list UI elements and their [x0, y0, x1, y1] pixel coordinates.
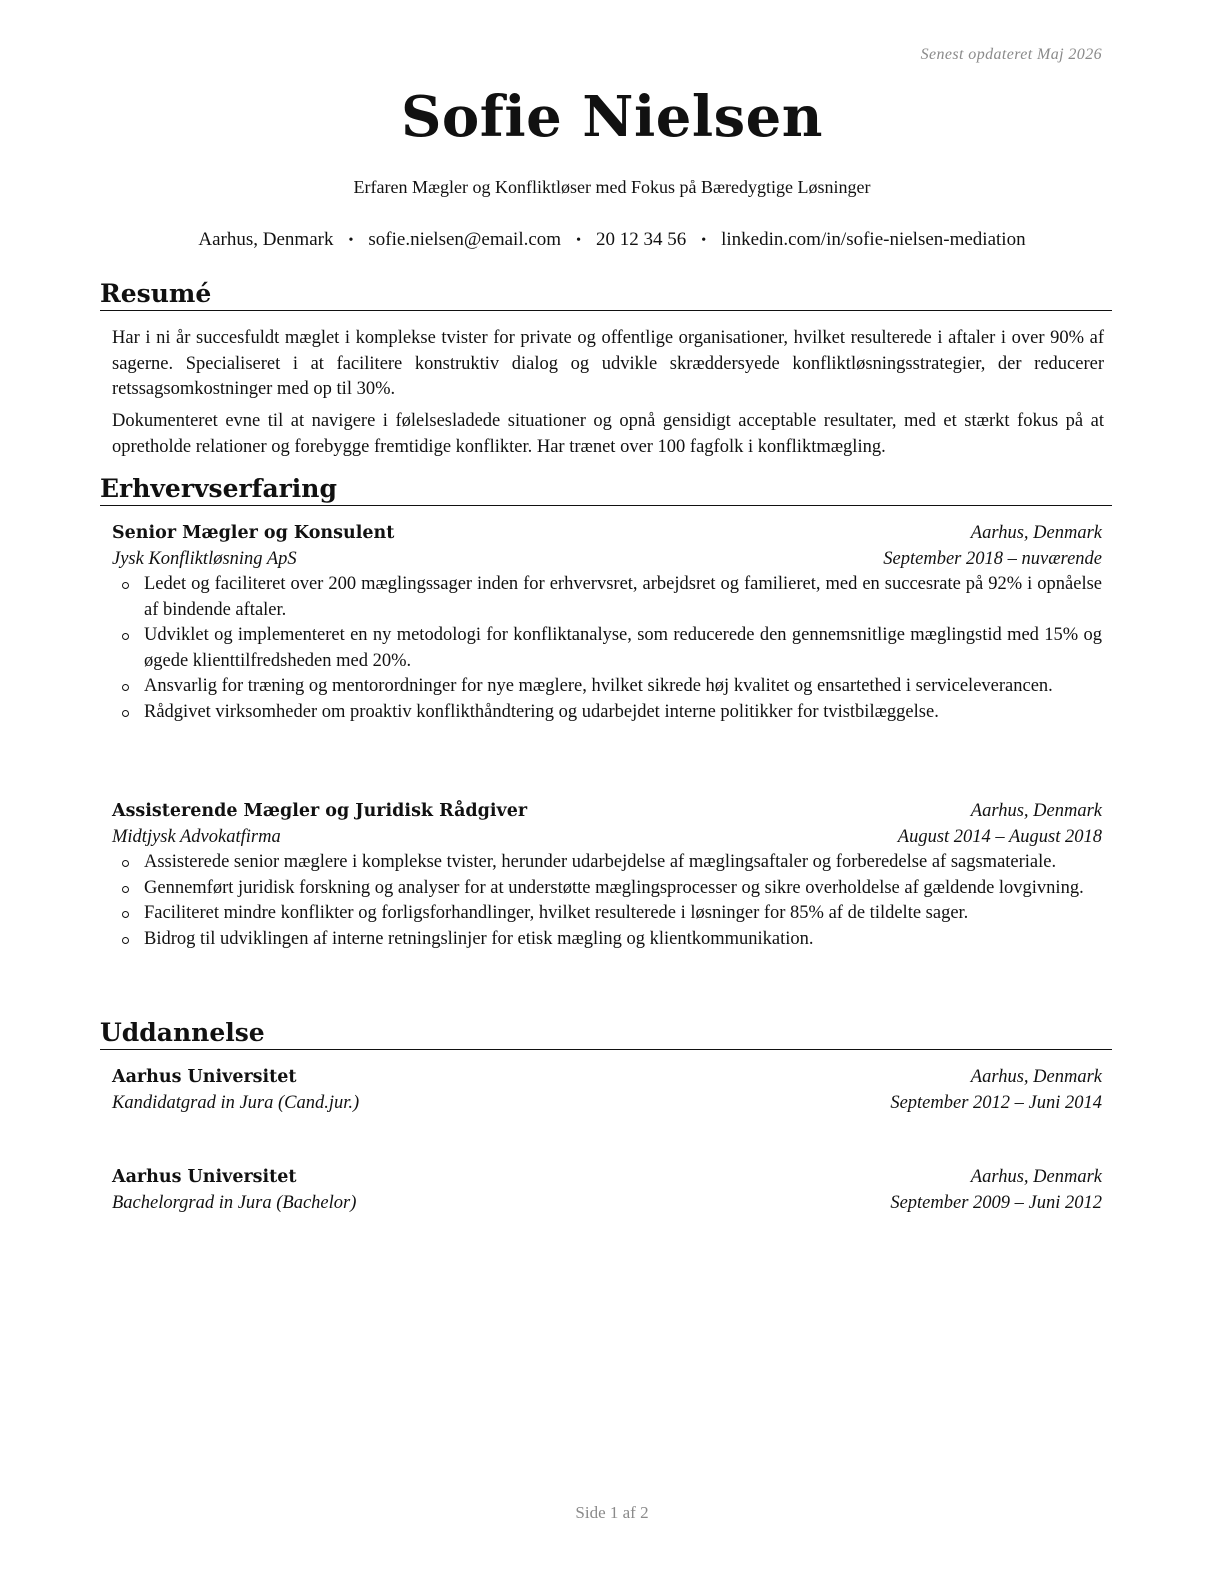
section-title-education: Uddannelse	[100, 1018, 1112, 1050]
job-role: Assisterende Mægler og Juridisk Rådgiver	[112, 801, 528, 821]
job-bullet: Faciliteret mindre konflikter og forligsforhandlinger, hvilket resulterede i løsninger for 85% af de tildelte sager.	[112, 901, 1102, 927]
job-bullet: Ledet og faciliteret over 200 mæglingssager inden for erhvervsret, arbejdsret og familieret, med en succesrate på 92% i opnåelse af bindende aftaler.	[112, 572, 1102, 623]
bullet-separator: •	[701, 233, 707, 248]
school-name: Aarhus Universitet	[112, 1067, 297, 1087]
last-updated-note: Senest opdateret Maj 2026	[920, 46, 1102, 63]
job-dates: September 2018 – nuværende	[883, 548, 1102, 569]
candidate-name: Sofie Nielsen	[400, 84, 823, 150]
degree-name: Bachelorgrad in Jura (Bachelor)	[112, 1192, 357, 1213]
bullet-separator: •	[348, 233, 354, 248]
headline: Erfaren Mægler og Konfliktløser med Fokus på Bæredygtige Løsninger	[353, 177, 871, 197]
bullet-separator: •	[576, 233, 581, 248]
job-entry	[112, 521, 1102, 725]
job-bullet: Rådgivet virksomheder om proaktiv konflikthåndtering og udarbejdet interne politikker for tvistbilæggelse.	[112, 700, 1102, 726]
section-title-summary: Resumé	[100, 279, 1112, 311]
contact-location: Aarhus, Denmark	[198, 229, 334, 250]
education-entry	[112, 1065, 1102, 1116]
job-bullet: Bidrog til udviklingen af interne retningslinjer for etisk mægling og klientkommunikation.	[112, 927, 1102, 953]
job-company: Midtjysk Advokatfirma	[112, 826, 281, 847]
job-location: Aarhus, Denmark	[970, 523, 1102, 543]
job-bullet: Assisterede senior mæglere i komplekse tvister, herunder udarbejdelse af mæglingsaftaler og forberedelse af sagsmateriale.	[112, 850, 1102, 876]
school-location: Aarhus, Denmark	[970, 1067, 1102, 1087]
job-bullet: Ansvarlig for træning og mentorordninger for nye mæglere, hvilket sikrede høj kvalitet og ensartethed i serviceleverancen.	[112, 674, 1102, 700]
education-dates: September 2009 – Juni 2012	[890, 1192, 1102, 1213]
job-bullet: Udviklet og implementeret en ny metodologi for konfliktanalyse, som reducerede den gennemsnitlige mæglingstid med 15% og øgede klienttilfredsheden med 20%.	[112, 623, 1102, 674]
section-title-experience: Erhvervserfaring	[100, 474, 1112, 506]
school-location: Aarhus, Denmark	[970, 1167, 1102, 1187]
education-dates: September 2012 – Juni 2014	[890, 1092, 1102, 1113]
summary-paragraph-2: Dokumenteret evne til at navigere i følelsesladede situationer og opnå gensidigt acceptable resultater, med et stærkt fokus på at opretholde relationer og forebygge fremtidige konflikter. Har trænet over 100 fagfolk i konfliktmægling.	[112, 411, 1104, 457]
job-role: Senior Mægler og Konsulent	[112, 523, 395, 543]
degree-name: Kandidatgrad in Jura (Cand.jur.)	[112, 1092, 360, 1113]
job-company: Jysk Konfliktløsning ApS	[112, 548, 297, 569]
page-number: Side 1 af 2	[575, 1503, 649, 1522]
contact-linkedin[interactable]: linkedin.com/in/sofie-nielsen-mediation	[721, 229, 1026, 250]
education-entry	[112, 1165, 1102, 1216]
job-bullet: Gennemført juridisk forskning og analyser for at understøtte mæglingsprocesser og sikre overholdelse af gældende lovgivning.	[112, 876, 1102, 902]
job-location: Aarhus, Denmark	[970, 801, 1102, 821]
job-dates: August 2014 – August 2018	[897, 826, 1102, 847]
job-entry	[112, 799, 1102, 952]
contact-line	[0, 229, 1224, 251]
contact-phone: 20 12 34 56	[595, 229, 687, 250]
contact-email[interactable]: sofie.nielsen@email.com	[368, 229, 562, 250]
school-name: Aarhus Universitet	[112, 1167, 297, 1187]
summary-paragraph-1: Har i ni år succesfuldt mæglet i komplekse tvister for private og offentlige organisationer, hvilket resulterede i aftaler i over 90% af sagerne. Specialiseret i at facilitere konstruktiv dialog og udvikle skræddersyede konfliktløsningsstrategier, der reducerer retssagsomkostninger med op til 30%.	[112, 328, 1104, 399]
